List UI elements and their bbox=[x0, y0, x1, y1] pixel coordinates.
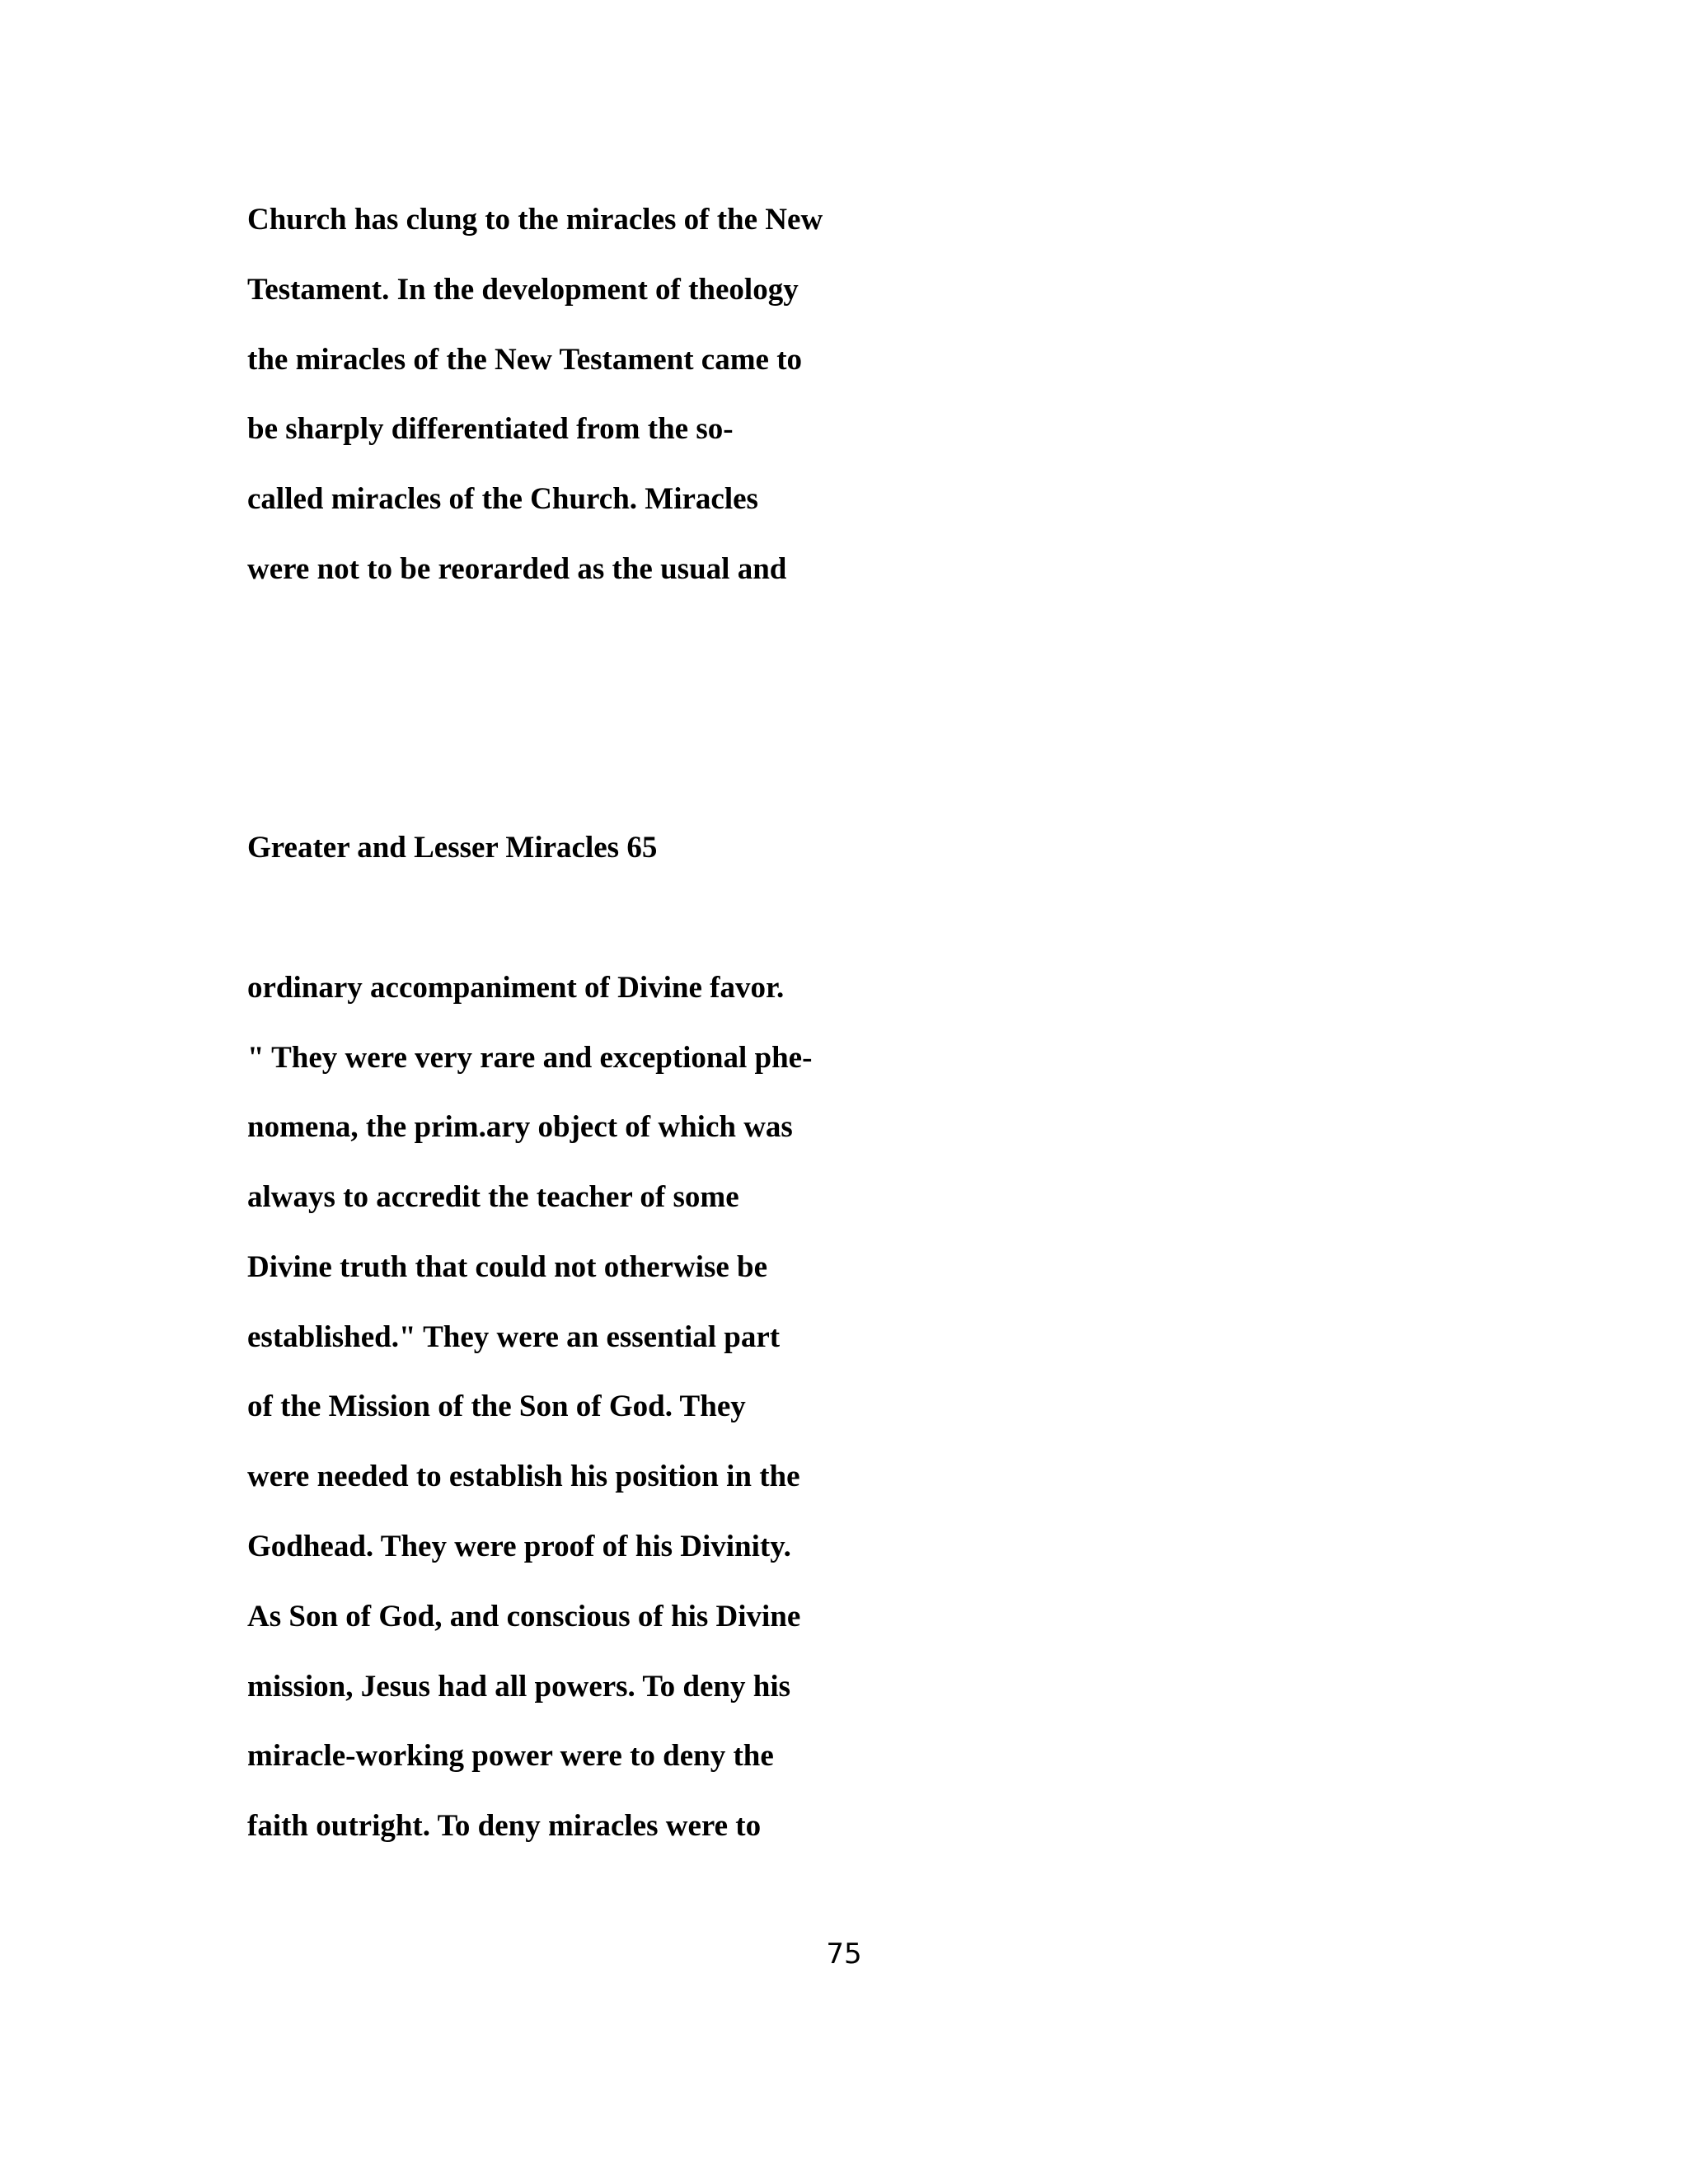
text-line: mission, Jesus had all powers. To deny his bbox=[247, 1670, 791, 1704]
text-line: the miracles of the New Testament came to bbox=[247, 343, 803, 377]
text-line: Godhead. They were proof of his Divinity. bbox=[247, 1530, 791, 1563]
text-line: nomena, the prim.ary object of which was bbox=[247, 1110, 793, 1144]
running-header: Greater and Lesser Miracles 65 bbox=[247, 831, 658, 865]
text-line: called miracles of the Church. Miracles bbox=[247, 482, 758, 516]
text-line: " They were very rare and exceptional phe- bbox=[247, 1041, 813, 1075]
text-line: established." They were an essential part bbox=[247, 1320, 781, 1354]
page-number: 75 bbox=[826, 1938, 862, 1971]
text-line: miracle-working power were to deny the bbox=[247, 1739, 774, 1773]
text-line: Church has clung to the miracles of the New bbox=[247, 203, 823, 237]
text-line: of the Mission of the Son of God. They bbox=[247, 1390, 746, 1423]
text-line: Testament. In the development of theology bbox=[247, 273, 799, 307]
text-line: As Son of God, and conscious of his Divine bbox=[247, 1600, 801, 1633]
text-line: were not to be reorarded as the usual and bbox=[247, 552, 787, 586]
text-line: faith outright. To deny miracles were to bbox=[247, 1809, 762, 1843]
text-line: always to accredit the teacher of some bbox=[247, 1180, 739, 1214]
text-line: Divine truth that could not otherwise be bbox=[247, 1250, 768, 1284]
text-line: be sharply differentiated from the so- bbox=[247, 412, 734, 446]
text-line: ordinary accompaniment of Divine favor. bbox=[247, 971, 785, 1005]
text-line: were needed to establish his position in the bbox=[247, 1460, 800, 1493]
